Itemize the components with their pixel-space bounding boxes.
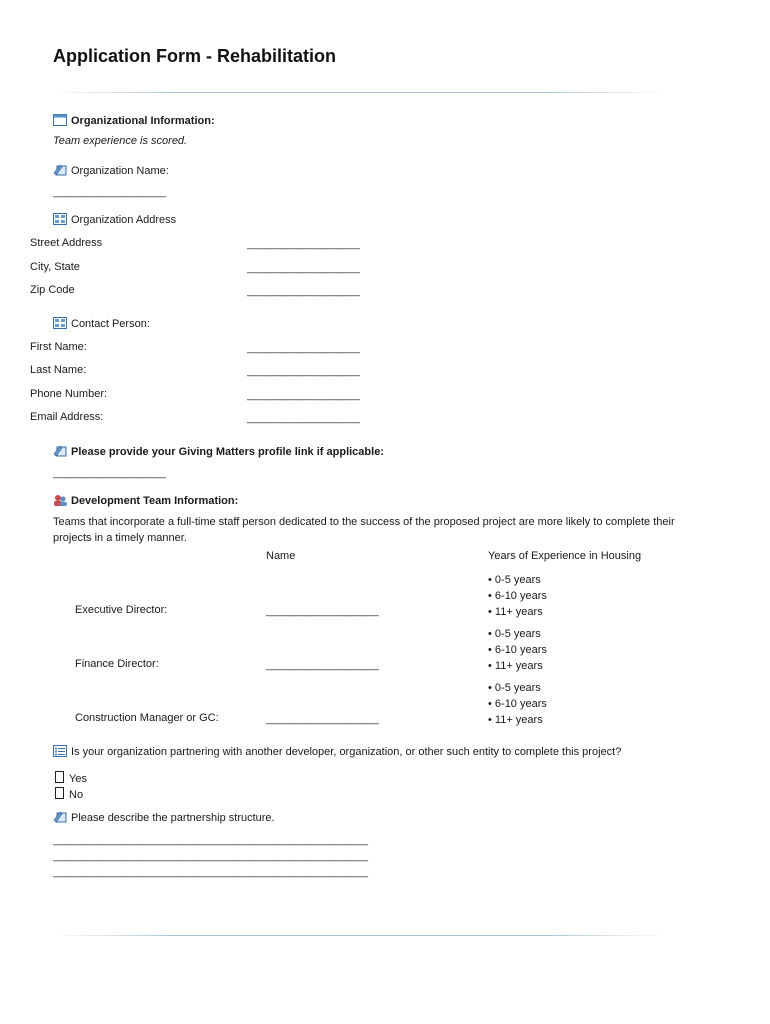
executive-director-field[interactable]: ____________________ <box>266 605 379 617</box>
partnership-describe-label: Please describe the partnership structure. <box>53 811 275 824</box>
giving-matters-field[interactable]: ____________________ <box>53 467 166 479</box>
first-name-field[interactable]: ____________________ <box>247 342 360 354</box>
page-title: Application Form - Rehabilitation <box>53 46 336 66</box>
partnering-question: Is your organization partnering with another developer, organization, or other such entity to complete this project? <box>53 745 621 758</box>
col-header-years: Years of Experience in Housing <box>488 550 642 562</box>
zip-code-field[interactable]: ____________________ <box>247 285 360 297</box>
text-field-icon <box>53 164 67 176</box>
text-field-icon <box>53 811 67 823</box>
dev-desc-line-2: projects in a timely manner. <box>53 532 187 544</box>
option-11-plus[interactable]: • 11+ years <box>488 660 543 672</box>
contact-heading: Contact Person: <box>53 317 150 330</box>
org-address-heading: Organization Address <box>53 213 176 226</box>
finance-director-label: Finance Director: <box>75 658 159 670</box>
option-11-plus[interactable]: • 11+ years <box>488 606 543 618</box>
org-name-field[interactable]: ____________________ <box>53 186 166 198</box>
scoring-note: Team experience is scored. <box>53 135 188 147</box>
list-icon <box>53 745 67 757</box>
email-label: Email Address: <box>30 411 104 423</box>
executive-director-label: Executive Director: <box>75 604 168 616</box>
construction-manager-label: Construction Manager or GC: <box>75 712 219 724</box>
dev-desc-line-1: Teams that incorporate a full-time staff person dedicated to the success of the proposed project are more likely to complete their <box>53 516 675 528</box>
option-11-plus[interactable]: • 11+ years <box>488 714 543 726</box>
dev-team-description <box>53 514 713 546</box>
last-name-field[interactable]: ____________________ <box>247 365 360 377</box>
option-6-10[interactable]: • 6-10 years <box>488 644 547 656</box>
title-divider <box>53 92 665 93</box>
col-header-name: Name <box>266 550 296 562</box>
last-name-label: Last Name: <box>30 364 87 376</box>
partnership-line-2[interactable]: ________________________________________________________ <box>53 850 368 862</box>
phone-field[interactable]: ____________________ <box>247 389 360 401</box>
years-options-executive <box>488 572 547 620</box>
city-state-label: City, State <box>30 261 80 273</box>
contact-block-icon <box>53 317 67 329</box>
option-6-10[interactable]: • 6-10 years <box>488 590 547 602</box>
team-icon <box>53 494 67 506</box>
zip-code-label: Zip Code <box>30 284 75 296</box>
partnership-line-3[interactable]: ________________________________________________________ <box>53 866 368 878</box>
org-name-label: Organization Name: <box>53 164 169 177</box>
yes-option[interactable]: Yes <box>55 771 87 785</box>
phone-label: Phone Number: <box>30 388 108 400</box>
first-name-label: First Name: <box>30 341 87 353</box>
finance-director-field[interactable]: ____________________ <box>266 659 379 671</box>
partnership-line-1[interactable]: ________________________________________________________ <box>53 834 368 846</box>
footer-divider <box>53 935 665 936</box>
no-checkbox[interactable] <box>55 787 64 799</box>
option-0-5[interactable]: • 0-5 years <box>488 574 541 586</box>
email-field[interactable]: ____________________ <box>247 412 360 424</box>
city-state-field[interactable]: ____________________ <box>247 262 360 274</box>
no-option[interactable]: No <box>55 787 83 801</box>
street-address-field[interactable]: ____________________ <box>247 238 360 250</box>
address-block-icon <box>53 213 67 225</box>
option-0-5[interactable]: • 0-5 years <box>488 628 541 640</box>
option-6-10[interactable]: • 6-10 years <box>488 698 547 710</box>
option-0-5[interactable]: • 0-5 years <box>488 682 541 694</box>
dev-team-heading: Development Team Information: <box>53 494 238 507</box>
years-options-finance <box>488 626 547 674</box>
giving-matters-label: Please provide your Giving Matters profile link if applicable: <box>53 445 384 458</box>
text-field-icon <box>53 445 67 457</box>
construction-manager-field[interactable]: ____________________ <box>266 713 379 725</box>
form-section-icon <box>53 114 67 126</box>
yes-checkbox[interactable] <box>55 771 64 783</box>
years-options-construction <box>488 680 547 728</box>
org-info-heading: Organizational Information: <box>53 114 215 127</box>
street-address-label: Street Address <box>30 237 103 249</box>
